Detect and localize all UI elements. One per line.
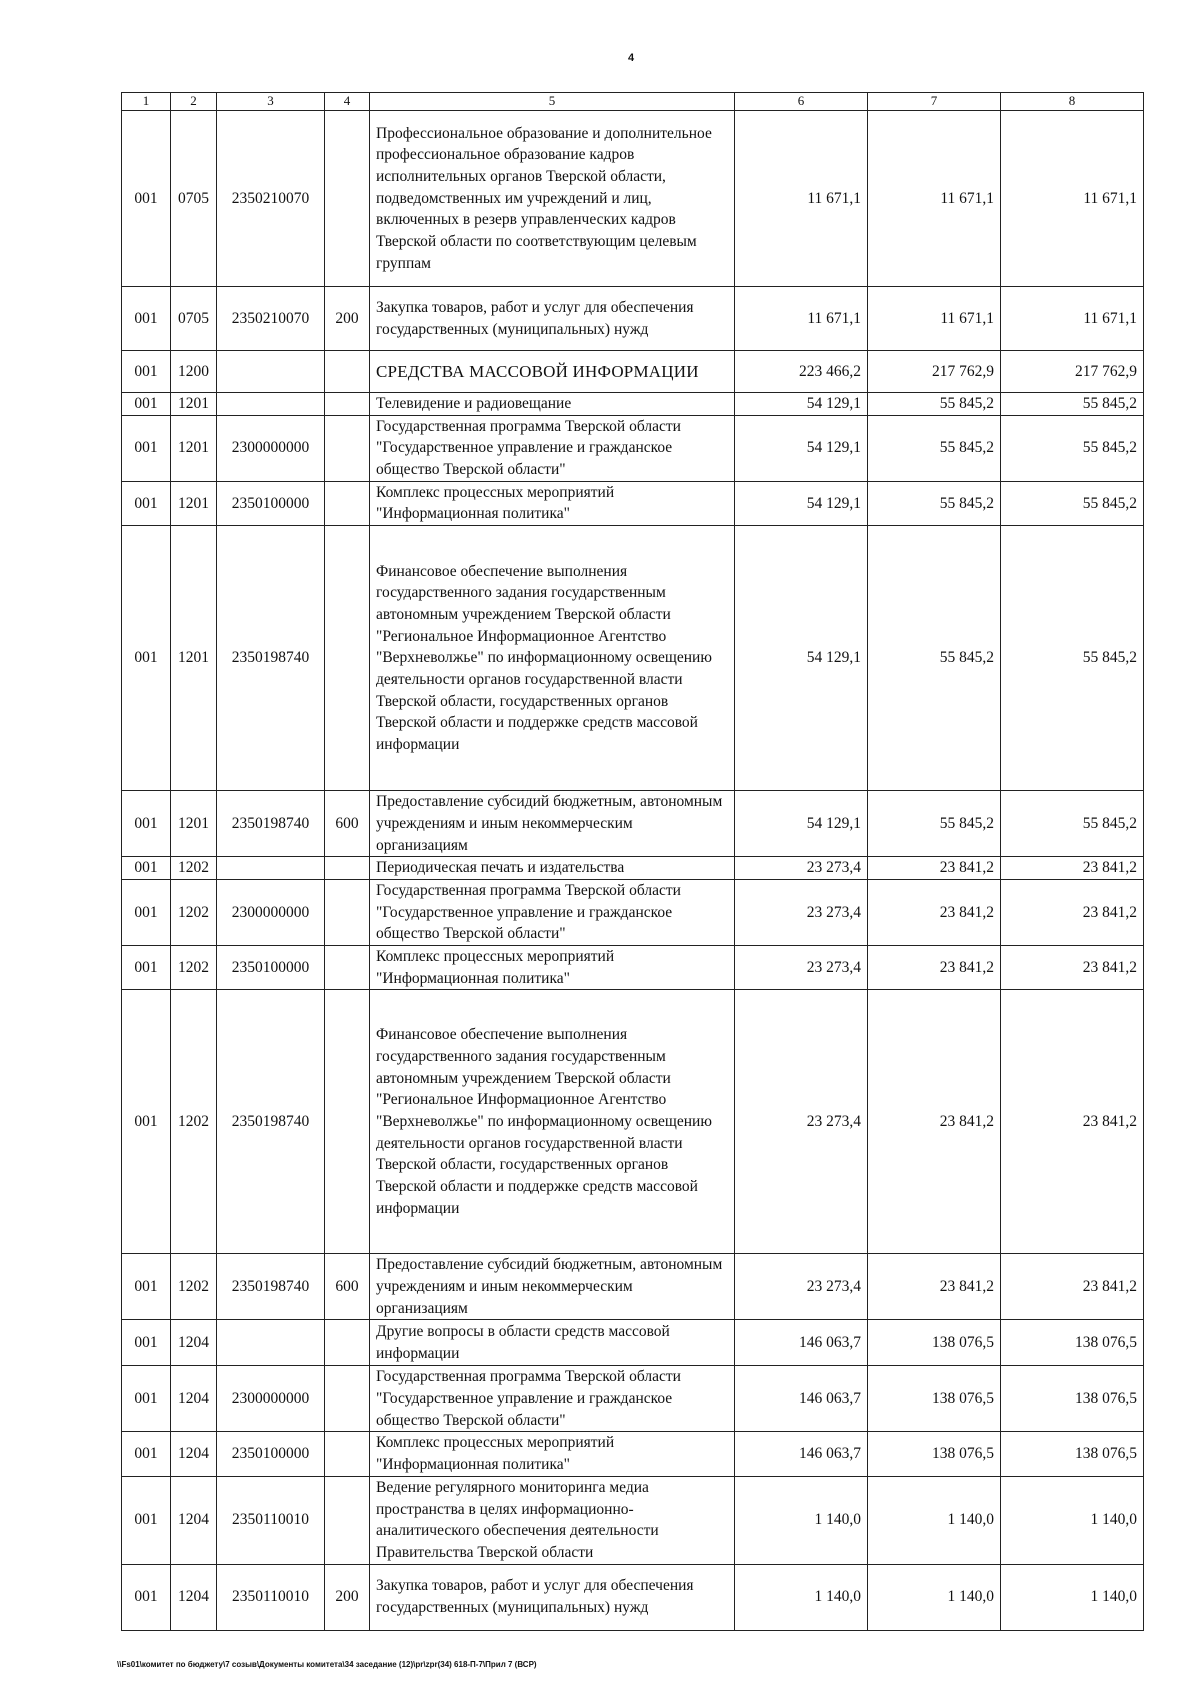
section-code-cell: 1204 — [171, 1432, 217, 1476]
table-row — [122, 111, 1144, 287]
amount-cell-8: 55 845,2 — [1001, 393, 1144, 416]
description-cell: Предоставление субсидий бюджетным, автономным учреждениям и иным некоммерческим организациям — [370, 791, 735, 857]
target-item-cell: 2350100000 — [217, 945, 325, 989]
amount-cell-7: 23 841,2 — [868, 879, 1001, 945]
section-code-cell: 1202 — [171, 879, 217, 945]
target-item-cell — [217, 1320, 325, 1366]
target-item-cell: 2350198740 — [217, 791, 325, 857]
expense-type-cell — [325, 945, 370, 989]
table-header-row — [122, 93, 1144, 111]
section-code-cell: 1201 — [171, 393, 217, 416]
description-cell: Ведение регулярного мониторинга медиа пространства в целях информационно-аналитического обеспечения деятельности Правительства Тверской области — [370, 1476, 735, 1564]
description-cell: Финансовое обеспечение выполнения государственного задания государственным автономным учреждением Тверской области "Региональное Информационное Агентство "Верхневолжье" по информационному освещению деятельности органов государственной власти Тверской области, государственных органов Тверской области и поддержке средств массовой информации — [370, 526, 735, 791]
expense-type-cell: 600 — [325, 1254, 370, 1320]
amount-cell-8: 55 845,2 — [1001, 481, 1144, 525]
expense-type-cell — [325, 1320, 370, 1366]
amount-cell-6: 23 273,4 — [735, 879, 868, 945]
amount-cell-6: 23 273,4 — [735, 1254, 868, 1320]
column-header: 1 — [122, 93, 171, 111]
description-cell: Предоставление субсидий бюджетным, автономным учреждениям и иным некоммерческим организациям — [370, 1254, 735, 1320]
admin-code-cell: 001 — [122, 1432, 171, 1476]
amount-cell-8: 23 841,2 — [1001, 990, 1144, 1254]
column-header: 2 — [171, 93, 217, 111]
amount-cell-6: 1 140,0 — [735, 1476, 868, 1564]
amount-cell-8: 1 140,0 — [1001, 1476, 1144, 1564]
section-code-cell: 0705 — [171, 287, 217, 351]
target-item-cell: 2350100000 — [217, 481, 325, 525]
amount-cell-6: 23 273,4 — [735, 857, 868, 880]
description-cell: Профессиональное образование и дополнительное профессиональное образование кадров исполнительных органов Тверской области, подведомственных им учреждений и лиц, включенных в резерв управленческих кадров Тверской области по соответствующим целевым группам — [370, 111, 735, 287]
admin-code-cell: 001 — [122, 1366, 171, 1432]
amount-cell-7: 138 076,5 — [868, 1366, 1001, 1432]
table-row — [122, 1320, 1144, 1366]
section-code-cell: 1201 — [171, 415, 217, 481]
amount-cell-8: 11 671,1 — [1001, 287, 1144, 351]
expense-type-cell — [325, 990, 370, 1254]
section-code-cell: 1202 — [171, 857, 217, 880]
amount-cell-8: 11 671,1 — [1001, 111, 1144, 287]
amount-cell-7: 11 671,1 — [868, 287, 1001, 351]
amount-cell-7: 1 140,0 — [868, 1476, 1001, 1564]
admin-code-cell: 001 — [122, 393, 171, 416]
section-code-cell: 1204 — [171, 1366, 217, 1432]
admin-code-cell: 001 — [122, 1254, 171, 1320]
file-path-footer: \\Fs01\комитет по бюджету\7 созыв\Документы комитета\34 заседание (12)\pr\zpr(34) 618-П-7\Прил 7 (ВСР) — [117, 1660, 537, 1669]
table-row — [122, 526, 1144, 791]
amount-cell-7: 23 841,2 — [868, 1254, 1001, 1320]
expense-type-cell — [325, 857, 370, 880]
column-header: 6 — [735, 93, 868, 111]
table-row — [122, 1564, 1144, 1630]
amount-cell-8: 138 076,5 — [1001, 1432, 1144, 1476]
section-code-cell: 1204 — [171, 1320, 217, 1366]
expense-type-cell — [325, 351, 370, 393]
column-header: 4 — [325, 93, 370, 111]
amount-cell-8: 55 845,2 — [1001, 526, 1144, 791]
description-cell: Государственная программа Тверской области "Государственное управление и гражданское общество Тверской области" — [370, 879, 735, 945]
table-row — [122, 1476, 1144, 1564]
amount-cell-8: 23 841,2 — [1001, 945, 1144, 989]
amount-cell-8: 55 845,2 — [1001, 415, 1144, 481]
amount-cell-7: 55 845,2 — [868, 393, 1001, 416]
table-row — [122, 1366, 1144, 1432]
description-cell: Периодическая печать и издательства — [370, 857, 735, 880]
column-header: 8 — [1001, 93, 1144, 111]
admin-code-cell: 001 — [122, 1476, 171, 1564]
column-header: 5 — [370, 93, 735, 111]
target-item-cell — [217, 857, 325, 880]
target-item-cell: 2350110010 — [217, 1564, 325, 1630]
description-cell: Другие вопросы в области средств массовой информации — [370, 1320, 735, 1366]
amount-cell-6: 146 063,7 — [735, 1320, 868, 1366]
table-row — [122, 393, 1144, 416]
expense-type-cell: 200 — [325, 1564, 370, 1630]
expense-type-cell — [325, 879, 370, 945]
amount-cell-6: 1 140,0 — [735, 1564, 868, 1630]
amount-cell-6: 223 466,2 — [735, 351, 868, 393]
table-row — [122, 1254, 1144, 1320]
description-cell: Закупка товаров, работ и услуг для обеспечения государственных (муниципальных) нужд — [370, 287, 735, 351]
admin-code-cell: 001 — [122, 526, 171, 791]
admin-code-cell: 001 — [122, 111, 171, 287]
amount-cell-8: 23 841,2 — [1001, 857, 1144, 880]
admin-code-cell: 001 — [122, 857, 171, 880]
admin-code-cell: 001 — [122, 415, 171, 481]
amount-cell-8: 138 076,5 — [1001, 1366, 1144, 1432]
expense-type-cell — [325, 415, 370, 481]
budget-table — [121, 92, 1144, 1631]
amount-cell-6: 54 129,1 — [735, 791, 868, 857]
description-cell: Комплекс процессных мероприятий "Информационная политика" — [370, 481, 735, 525]
amount-cell-6: 54 129,1 — [735, 393, 868, 416]
amount-cell-8: 138 076,5 — [1001, 1320, 1144, 1366]
amount-cell-7: 138 076,5 — [868, 1432, 1001, 1476]
expense-type-cell — [325, 1432, 370, 1476]
section-code-cell: 1204 — [171, 1564, 217, 1630]
admin-code-cell: 001 — [122, 351, 171, 393]
amount-cell-6: 54 129,1 — [735, 526, 868, 791]
section-code-cell: 1201 — [171, 791, 217, 857]
expense-type-cell — [325, 481, 370, 525]
table-row — [122, 990, 1144, 1254]
admin-code-cell: 001 — [122, 990, 171, 1254]
target-item-cell: 2350210070 — [217, 287, 325, 351]
section-code-cell: 0705 — [171, 111, 217, 287]
table-row — [122, 945, 1144, 989]
description-cell: Закупка товаров, работ и услуг для обеспечения государственных (муниципальных) нужд — [370, 1564, 735, 1630]
target-item-cell: 2300000000 — [217, 1366, 325, 1432]
admin-code-cell: 001 — [122, 287, 171, 351]
amount-cell-6: 146 063,7 — [735, 1432, 868, 1476]
amount-cell-8: 23 841,2 — [1001, 879, 1144, 945]
amount-cell-8: 55 845,2 — [1001, 791, 1144, 857]
description-cell: Комплекс процессных мероприятий "Информационная политика" — [370, 1432, 735, 1476]
amount-cell-7: 55 845,2 — [868, 415, 1001, 481]
expense-type-cell: 600 — [325, 791, 370, 857]
section-code-cell: 1204 — [171, 1476, 217, 1564]
amount-cell-7: 217 762,9 — [868, 351, 1001, 393]
section-code-cell: 1201 — [171, 526, 217, 791]
section-code-cell: 1202 — [171, 990, 217, 1254]
expense-type-cell — [325, 111, 370, 287]
target-item-cell: 2350100000 — [217, 1432, 325, 1476]
page-number: 4 — [627, 52, 635, 64]
description-cell: Финансовое обеспечение выполнения государственного задания государственным автономным учреждением Тверской области "Региональное Информационное Агентство "Верхневолжье" по информационному освещению деятельности органов государственной власти Тверской области, государственных органов Тверской области и поддержке средств массовой информации — [370, 990, 735, 1254]
target-item-cell: 2350210070 — [217, 111, 325, 287]
amount-cell-7: 23 841,2 — [868, 945, 1001, 989]
table-row — [122, 287, 1144, 351]
amount-cell-6: 23 273,4 — [735, 945, 868, 989]
amount-cell-8: 23 841,2 — [1001, 1254, 1144, 1320]
admin-code-cell: 001 — [122, 879, 171, 945]
expense-type-cell — [325, 526, 370, 791]
target-item-cell: 2350198740 — [217, 1254, 325, 1320]
table-row — [122, 415, 1144, 481]
admin-code-cell: 001 — [122, 481, 171, 525]
expense-type-cell — [325, 393, 370, 416]
amount-cell-8: 1 140,0 — [1001, 1564, 1144, 1630]
amount-cell-6: 54 129,1 — [735, 481, 868, 525]
target-item-cell: 2300000000 — [217, 879, 325, 945]
expense-type-cell: 200 — [325, 287, 370, 351]
description-cell: Государственная программа Тверской области "Государственное управление и гражданское общество Тверской области" — [370, 415, 735, 481]
amount-cell-6: 146 063,7 — [735, 1366, 868, 1432]
section-code-cell: 1200 — [171, 351, 217, 393]
amount-cell-7: 1 140,0 — [868, 1564, 1001, 1630]
expense-type-cell — [325, 1476, 370, 1564]
target-item-cell: 2350198740 — [217, 526, 325, 791]
target-item-cell — [217, 393, 325, 416]
amount-cell-6: 11 671,1 — [735, 111, 868, 287]
table-row — [122, 1432, 1144, 1476]
amount-cell-7: 23 841,2 — [868, 990, 1001, 1254]
description-cell: СРЕДСТВА МАССОВОЙ ИНФОРМАЦИИ — [370, 351, 735, 393]
amount-cell-7: 55 845,2 — [868, 526, 1001, 791]
expense-type-cell — [325, 1366, 370, 1432]
description-cell: Комплекс процессных мероприятий "Информационная политика" — [370, 945, 735, 989]
admin-code-cell: 001 — [122, 791, 171, 857]
target-item-cell: 2350198740 — [217, 990, 325, 1254]
column-header: 3 — [217, 93, 325, 111]
table-row — [122, 481, 1144, 525]
amount-cell-7: 55 845,2 — [868, 791, 1001, 857]
amount-cell-7: 138 076,5 — [868, 1320, 1001, 1366]
section-code-cell: 1202 — [171, 945, 217, 989]
description-cell: Телевидение и радиовещание — [370, 393, 735, 416]
admin-code-cell: 001 — [122, 1564, 171, 1630]
amount-cell-8: 217 762,9 — [1001, 351, 1144, 393]
target-item-cell — [217, 351, 325, 393]
table-row — [122, 351, 1144, 393]
amount-cell-6: 23 273,4 — [735, 990, 868, 1254]
description-cell: Государственная программа Тверской области "Государственное управление и гражданское общество Тверской области" — [370, 1366, 735, 1432]
amount-cell-6: 11 671,1 — [735, 287, 868, 351]
admin-code-cell: 001 — [122, 945, 171, 989]
target-item-cell: 2300000000 — [217, 415, 325, 481]
amount-cell-6: 54 129,1 — [735, 415, 868, 481]
amount-cell-7: 11 671,1 — [868, 111, 1001, 287]
table-row — [122, 791, 1144, 857]
table-row — [122, 857, 1144, 880]
section-code-cell: 1202 — [171, 1254, 217, 1320]
column-header: 7 — [868, 93, 1001, 111]
amount-cell-7: 55 845,2 — [868, 481, 1001, 525]
amount-cell-7: 23 841,2 — [868, 857, 1001, 880]
table-row — [122, 879, 1144, 945]
admin-code-cell: 001 — [122, 1320, 171, 1366]
section-code-cell: 1201 — [171, 481, 217, 525]
target-item-cell: 2350110010 — [217, 1476, 325, 1564]
